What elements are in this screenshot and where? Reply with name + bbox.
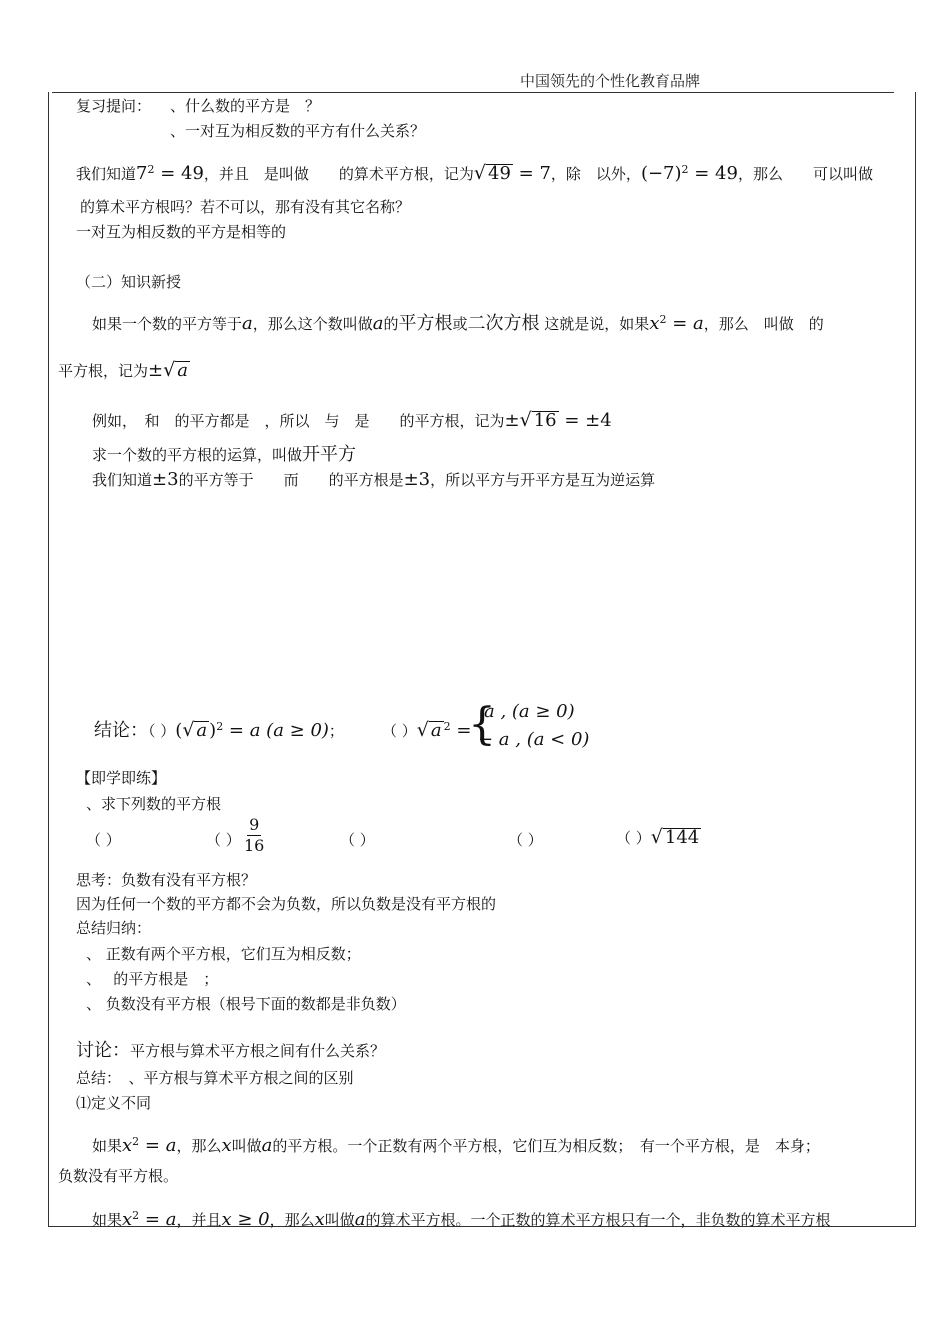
exp-2: 2 (659, 313, 667, 326)
conclusion-label: 结论： (94, 720, 148, 741)
discussion-line (76, 1041, 385, 1061)
pm3-2: ±3 (403, 469, 431, 490)
practice-item-5 (616, 827, 701, 848)
review-l1-text-c: ，除 以外， (550, 165, 641, 183)
math-eq-49b: = 49 (688, 163, 738, 184)
plus-minus: ± (504, 410, 520, 431)
term-extraction: 开平方 (302, 444, 357, 465)
open-paren: ( (175, 720, 183, 741)
semicolon: ； (328, 722, 344, 740)
paren: （ ） (148, 722, 176, 740)
discussion-question: 平方根与算术平方根之间有什么关系？ (130, 1042, 386, 1060)
discussion-label: 讨论： (76, 1040, 130, 1061)
example-line (92, 410, 612, 431)
text: 如果 (92, 1137, 123, 1155)
math-exp: 2 (147, 163, 155, 176)
inverse-line (92, 470, 655, 490)
sqrt-icon: √ (473, 162, 487, 184)
math-eq-49: = 49 (154, 163, 204, 184)
math-exp-2: 2 (681, 163, 689, 176)
radicand-a: a (177, 360, 188, 381)
denominator: 16 (244, 836, 265, 855)
exp-2: 2 (443, 720, 451, 733)
math-seven: 7 (136, 163, 148, 184)
paren: （ ） (382, 722, 417, 740)
review-line-1 (76, 160, 873, 184)
brand-header: 中国领先的个性化教育品牌 (520, 72, 701, 90)
review-question-1: 、什么数的平方是 ？ (170, 97, 321, 115)
def2-text: 平方根，记为 (58, 362, 149, 380)
var-a: a (354, 1209, 366, 1230)
example-text: 例如， 和 的平方都是 ，所以 与 是 的平方根，记为 (92, 412, 505, 430)
sqrt-icon: √ (650, 826, 663, 848)
var-x: x (221, 1135, 232, 1156)
equals: = (450, 720, 472, 741)
radicand-49: 49 (488, 163, 511, 184)
text: 的算术平方根。一个正数的算术平方根只有一个，非负数的算术平方根 (365, 1211, 831, 1229)
conclusion-formula-1 (94, 717, 344, 741)
practice-item-4: （ ） (508, 831, 543, 849)
plus-minus: ± (148, 360, 164, 381)
text: 的平方根。一个正数有两个平方根，它们互为相反数； 有一个平方根，是 本身； (272, 1137, 820, 1155)
inverse-text-b: 的平方等于 而 的平方根是 (178, 471, 404, 489)
var-x: x (649, 313, 660, 334)
conclusion-formula-2 (382, 717, 471, 741)
text: 叫做 (231, 1137, 262, 1155)
inverse-text-a: 我们知道 (92, 471, 153, 489)
pm3: ±3 (152, 469, 179, 490)
math-eq-7: = 7 (512, 163, 551, 184)
def-text-c: 的 (383, 315, 399, 333)
var-a: a (242, 313, 253, 334)
exp-2: 2 (216, 720, 224, 733)
sqrt-icon: √ (416, 719, 429, 741)
var-x: x (122, 1209, 133, 1230)
eq-a-cond: = a (a ≥ 0) (223, 720, 329, 741)
review-question-2: 、一对互为相反数的平方有什么关系？ (170, 122, 426, 140)
practice-title: 【即学即练】 (76, 769, 167, 787)
math-neg7: (−7) (640, 163, 682, 184)
def-text-a: 如果一个数的平方等于 (92, 315, 243, 333)
review-line-3: 一对互为相反数的平方是相等的 (76, 223, 287, 241)
def-text-e: 这就是说，如果 (539, 315, 650, 333)
inverse-text-c: ，所以平方与开平方是互为逆运算 (430, 471, 656, 489)
eq-a: = a (139, 1135, 177, 1156)
practice-task: 、求下列数的平方根 (86, 795, 222, 813)
radicand-16: 16 (533, 410, 557, 431)
definition-line-2 (58, 360, 190, 381)
discussion-para-1 (92, 1132, 820, 1156)
review-line-2: 的算术平方根吗？若不可以，那有没有其它名称？ (80, 198, 411, 216)
var-x: x (122, 1135, 133, 1156)
text: ，那么 (269, 1211, 315, 1229)
eq-a: = a (666, 313, 704, 334)
sqrt-icon: √ (519, 409, 532, 431)
definition-difference: ⑴定义不同 (76, 1094, 152, 1112)
operation-text: 求一个数的平方根的运算，叫做 (92, 446, 303, 464)
var-a-2: a (372, 313, 384, 334)
left-brace-icon: { (468, 699, 496, 750)
practice-item-1: （ ） (86, 831, 121, 849)
term-square-root: 平方根 (398, 313, 453, 334)
sqrt-icon: √ (163, 359, 176, 381)
review-l1-text-a: 我们知道 (76, 165, 137, 183)
exp-2: 2 (132, 1209, 140, 1222)
section-title-new: （二）知识新授 (76, 273, 182, 291)
radicand-a: a (430, 720, 442, 741)
text: ，并且 (176, 1211, 222, 1229)
eq-pm4: = ±4 (558, 410, 612, 431)
practice-item-2 (206, 830, 241, 850)
operation-line (92, 445, 356, 465)
sqrt-icon: √ (182, 719, 195, 741)
thinking-question: 思考：负数有没有平方根？ (76, 871, 257, 889)
discussion-para-1-cont: 负数没有平方根。 (58, 1167, 179, 1185)
review-l1-text-d: ，那么 可以叫做 (737, 165, 873, 183)
case-2: − a , (a < 0) (478, 729, 590, 750)
discussion-summary: 总结： 、平方根与算术平方根之间的区别 (76, 1069, 354, 1087)
paren: （ ） (206, 831, 241, 849)
thinking-answer: 因为任何一个数的平方都不会为负数，所以负数是没有平方根的 (76, 895, 497, 913)
summary-title: 总结归纳： (76, 919, 152, 937)
summary-item-2: 、 的平方根是 ； (86, 970, 219, 988)
radicand-144: 144 (664, 827, 700, 848)
definition-line-1 (92, 310, 824, 334)
paren: （ ） (616, 829, 651, 847)
summary-item-1: 、 正数有两个平方根，它们互为相反数； (86, 945, 361, 963)
fraction-9-16 (244, 815, 264, 856)
text: 叫做 (324, 1211, 355, 1229)
summary-item-3: 、 负数没有平方根（根号下面的数都是非负数） (86, 995, 406, 1013)
var-x: x (314, 1209, 325, 1230)
eq-a: = a (139, 1209, 177, 1230)
text: ，那么 (176, 1137, 222, 1155)
discussion-para-2 (92, 1206, 831, 1230)
cond-x-nonneg: x ≥ 0 (221, 1209, 270, 1230)
practice-item-3: （ ） (340, 831, 375, 849)
var-a: a (261, 1135, 273, 1156)
radicand-a: a (196, 720, 208, 741)
def-text-f: ，那么 叫做 的 (703, 315, 824, 333)
review-l1-text-b: ，并且 是叫做 的算术平方根，记为 (203, 165, 474, 183)
def-text-b: ，那么这个数叫做 (252, 315, 373, 333)
def-text-d: 或 (452, 315, 468, 333)
review-label: 复习提问： (76, 97, 152, 115)
close-paren: ) (209, 720, 217, 741)
exp-2: 2 (132, 1135, 140, 1148)
numerator: 9 (249, 815, 260, 834)
term-second-root: 二次方根 (467, 313, 540, 334)
case-1: a , (a ≥ 0) (484, 701, 575, 722)
text: 如果 (92, 1211, 123, 1229)
